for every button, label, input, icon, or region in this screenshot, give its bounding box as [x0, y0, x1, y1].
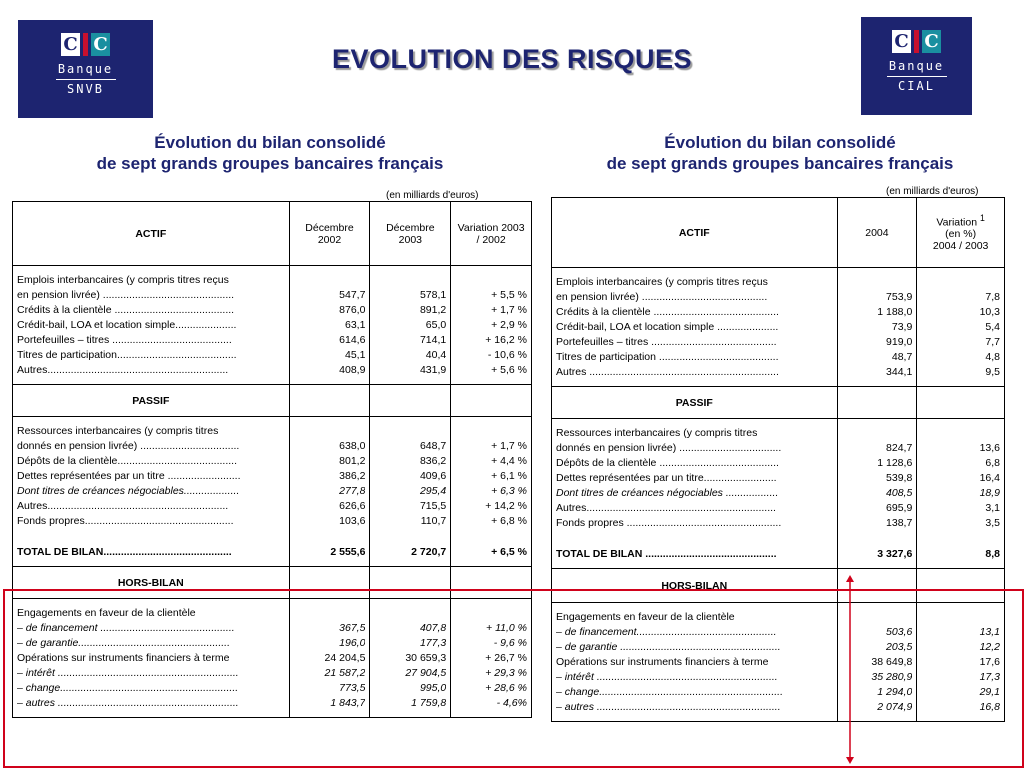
row-label: Ressources interbancaires (y compris titres — [17, 425, 219, 437]
row-value: 35 280,9 — [871, 671, 913, 683]
row-value: 1 294,0 — [877, 686, 913, 698]
row-label: Engagements en faveur de la clientèle — [17, 607, 196, 619]
row-value: 578,1 — [419, 289, 447, 301]
row-value: + 6,8 % — [491, 515, 527, 527]
row-label: Portefeuilles – titres ......................................... — [17, 334, 232, 346]
row-label: Dont titres de créances négociables .................. — [556, 487, 779, 499]
row-value: 2 074,9 — [877, 701, 913, 713]
row-value: 17,6 — [979, 656, 1000, 668]
row-label: donnés en pension livrée) ................................... — [556, 442, 782, 454]
row-value: 196,0 — [339, 637, 366, 649]
table-header-row — [552, 198, 1005, 268]
row-value: 367,5 — [339, 622, 366, 634]
row-value: 7,8 — [985, 291, 1000, 303]
left-panel-title: Évolution du bilan consolidé de sept grands groupes bancaires français — [96, 133, 444, 173]
total-value: 2 555,6 — [330, 546, 366, 558]
row-value: + 6,3 % — [491, 485, 527, 497]
col-variation: Variation 2003 / 2002 — [451, 202, 532, 266]
row-value — [842, 275, 913, 290]
row-value: 919,0 — [886, 336, 913, 348]
passif-header-row — [552, 387, 1005, 419]
row-value: 21 587,2 — [324, 667, 366, 679]
row-value: 753,9 — [886, 291, 913, 303]
row-label: Fonds propres ..................................................... — [556, 517, 782, 529]
row-value: 9,5 — [985, 366, 1000, 378]
col-actif: ACTIF — [13, 202, 290, 266]
row-label: Opérations sur instruments financiers à terme — [17, 652, 230, 664]
row-value: + 1,7 % — [491, 304, 527, 316]
row-value: 1 128,6 — [877, 457, 913, 469]
row-label: Emplois interbancaires (y compris titres reçus — [17, 274, 229, 286]
row-label: – autres .............................................................. — [17, 697, 239, 709]
row-value: 4,8 — [985, 351, 1000, 363]
row-value — [921, 426, 1000, 441]
row-value: 407,8 — [419, 622, 447, 634]
passif-header-row — [13, 385, 532, 417]
row-label: Autres.............................................................. — [17, 364, 229, 376]
row-value: 3,5 — [985, 517, 1000, 529]
total-value: 8,8 — [985, 548, 1000, 560]
row-label: Engagements en faveur de la clientèle — [556, 611, 735, 623]
row-value — [294, 424, 366, 439]
row-value: 13,1 — [979, 626, 1000, 638]
row-label: – de garantie.................................................... — [17, 637, 230, 649]
row-value: - 4,6% — [496, 697, 527, 709]
total-value: 3 327,6 — [877, 548, 913, 560]
row-label: Fonds propres................................................... — [17, 515, 234, 527]
passif-label: PASSIF — [13, 385, 290, 417]
row-value: 836,2 — [419, 455, 447, 467]
row-value: + 16,2 % — [485, 334, 527, 346]
hors-bilan-label: HORS-BILAN — [552, 569, 838, 603]
row-value: 48,7 — [891, 351, 913, 363]
row-value — [374, 424, 446, 439]
row-value: + 5,5 % — [491, 289, 527, 301]
row-value: 891,2 — [419, 304, 447, 316]
row-value — [455, 424, 527, 439]
row-value: 45,1 — [344, 349, 366, 361]
left-unit-note: (en milliards d'euros) — [386, 190, 479, 201]
row-value: 995,0 — [419, 682, 447, 694]
row-value: 801,2 — [339, 455, 366, 467]
row-value: 539,8 — [886, 472, 913, 484]
row-value: 876,0 — [339, 304, 366, 316]
row-value: 10,3 — [979, 306, 1000, 318]
row-value: 824,7 — [886, 442, 913, 454]
row-value: 13,6 — [979, 442, 1000, 454]
row-value: 295,4 — [419, 485, 447, 497]
actif-section — [552, 268, 1005, 387]
row-value: 40,4 — [425, 349, 447, 361]
row-value: 1 188,0 — [877, 306, 913, 318]
page-title: EVOLUTION DES RISQUES — [331, 44, 693, 74]
hors-bilan-highlight-box — [3, 589, 1024, 768]
row-label: Titres de participation......................................... — [17, 349, 237, 361]
row-value: 24 204,5 — [324, 652, 366, 664]
row-value: 408,5 — [886, 487, 913, 499]
col-december-2003: Décembre 2003 — [370, 202, 451, 266]
passif-label: PASSIF — [552, 387, 838, 419]
row-value: + 14,2 % — [485, 500, 527, 512]
row-value: 63,1 — [344, 319, 366, 331]
col-december-2002: Décembre 2002 — [289, 202, 370, 266]
row-value: 386,2 — [339, 470, 366, 482]
row-value — [455, 273, 527, 288]
row-value: 110,7 — [420, 515, 447, 527]
row-value: 408,9 — [339, 364, 366, 376]
row-value: 18,9 — [979, 487, 1000, 499]
table-header-row — [13, 202, 532, 266]
row-label: Emplois interbancaires (y compris titres reçus — [556, 276, 768, 288]
row-value: + 1,7 % — [491, 440, 527, 452]
col-actif: ACTIF — [552, 198, 838, 268]
row-label: Autres.............................................................. — [17, 500, 229, 512]
row-value: 277,8 — [339, 485, 366, 497]
row-label: Titres de participation ......................................... — [556, 351, 779, 363]
row-value: 409,6 — [419, 470, 447, 482]
row-label: – intérêt .............................................................. — [556, 671, 778, 683]
row-label: Crédits à la clientèle ........................................... — [556, 306, 779, 318]
row-label: donnés en pension livrée) .................................. — [17, 440, 240, 452]
row-value: 695,9 — [886, 502, 913, 514]
logo-left-line2: SNVB — [67, 82, 104, 96]
row-label: en pension livrée) ............................................. — [17, 289, 235, 301]
row-label: Opérations sur instruments financiers à terme — [556, 656, 769, 668]
row-label: – de garantie ....................................................... — [556, 641, 781, 653]
total-label: TOTAL DE BILAN ............................................. — [556, 548, 777, 560]
row-value: 626,6 — [339, 500, 366, 512]
row-value: 103,6 — [339, 515, 366, 527]
logo-left-line1: Banque — [57, 62, 114, 76]
row-value: 715,5 — [419, 500, 447, 512]
row-value: 431,9 — [419, 364, 447, 376]
logo-right-line1: Banque — [888, 59, 945, 73]
row-value: 203,5 — [886, 641, 913, 653]
row-label: – autres ............................................................... — [556, 701, 781, 713]
row-label: Autres................................................................. — [556, 502, 776, 514]
total-value: + 6,5 % — [491, 546, 527, 558]
col-variation: Variation $^1$ (en %) 2004 / 2003 — [917, 198, 1005, 268]
row-label: Portefeuilles – titres ........................................... — [556, 336, 777, 348]
row-value: 6,8 — [985, 457, 1000, 469]
row-value — [294, 273, 366, 288]
row-value: + 6,1 % — [491, 470, 527, 482]
row-value: 638,0 — [339, 440, 366, 452]
row-value: 17,3 — [979, 671, 1000, 683]
row-label: Dépôts de la clientèle......................................... — [17, 455, 238, 467]
cic-mark-icon: C C — [861, 30, 972, 53]
row-value: 773,5 — [339, 682, 366, 694]
row-label: en pension livrée) ........................................... — [556, 291, 768, 303]
row-value: 5,4 — [985, 321, 1000, 333]
row-value: 65,0 — [425, 319, 447, 331]
row-label: Dont titres de créances négociables................... — [17, 485, 240, 497]
row-label: Ressources interbancaires (y compris titres — [556, 427, 758, 439]
row-value: 3,1 — [985, 502, 1000, 514]
row-label: – de financement .............................................. — [17, 622, 235, 634]
row-label: – de financement................................................ — [556, 626, 777, 638]
row-label: – change............................................................. — [17, 682, 239, 694]
row-value — [842, 426, 913, 441]
actif-section — [13, 266, 532, 385]
row-label: Dettes représentées par un titre ......................... — [17, 470, 241, 482]
row-value: 344,1 — [886, 366, 913, 378]
row-label: Crédit-bail, LOA et location simple ..................... — [556, 321, 779, 333]
row-value: + 26,7 % — [485, 652, 527, 664]
row-label: Dépôts de la clientèle ......................................... — [556, 457, 779, 469]
row-value: 648,7 — [419, 440, 447, 452]
row-value: 16,4 — [979, 472, 1000, 484]
row-value: 547,7 — [339, 289, 366, 301]
row-value: 12,2 — [979, 641, 1000, 653]
row-value: + 2,9 % — [491, 319, 527, 331]
row-value — [921, 275, 1000, 290]
row-value: 73,9 — [891, 321, 913, 333]
row-value: 1 843,7 — [330, 697, 366, 709]
row-value: + 28,6 % — [485, 682, 527, 694]
row-value: 29,1 — [979, 686, 1000, 698]
cic-mark-icon: C C — [18, 33, 153, 56]
right-unit-note: (en milliards d'euros) — [886, 186, 979, 197]
row-value: 38 649,8 — [871, 656, 913, 668]
row-value: + 5,6 % — [491, 364, 527, 376]
row-value: 714,1 — [419, 334, 447, 346]
hors-bilan-label: HORS-BILAN — [13, 567, 290, 599]
right-panel-title: Évolution du bilan consolidé de sept grands groupes bancaires français — [606, 133, 954, 173]
row-value: 7,7 — [985, 336, 1000, 348]
row-value: 614,6 — [339, 334, 366, 346]
row-value: 177,3 — [419, 637, 447, 649]
total-label: TOTAL DE BILAN............................................ — [17, 546, 232, 558]
row-label: Dettes représentées par un titre......................... — [556, 472, 777, 484]
logo-right-line2: CIAL — [898, 79, 935, 93]
passif-section — [13, 417, 532, 567]
passif-section — [552, 419, 1005, 569]
row-value: - 10,6 % — [487, 349, 527, 361]
double-arrow-icon — [846, 575, 854, 764]
row-value: + 4,4 % — [491, 455, 527, 467]
row-label: – change............................................................... — [556, 686, 783, 698]
total-value: 2 720,7 — [411, 546, 447, 558]
row-label: Crédits à la clientèle ......................................... — [17, 304, 235, 316]
row-value: 503,6 — [886, 626, 913, 638]
row-value: 16,8 — [979, 701, 1000, 713]
row-value: 27 904,5 — [405, 667, 447, 679]
row-label: Crédit-bail, LOA et location simple..................... — [17, 319, 237, 331]
row-label: Autres ................................................................. — [556, 366, 779, 378]
row-value: - 9,6 % — [493, 637, 527, 649]
row-label: – intérêt .............................................................. — [17, 667, 239, 679]
row-value: + 29,3 % — [485, 667, 527, 679]
col-2004: 2004 — [837, 198, 917, 268]
row-value: 30 659,3 — [405, 652, 447, 664]
row-value: 1 759,8 — [411, 697, 447, 709]
row-value: 138,7 — [886, 517, 913, 529]
row-value: + 11,0 % — [486, 622, 527, 634]
row-value — [374, 273, 446, 288]
